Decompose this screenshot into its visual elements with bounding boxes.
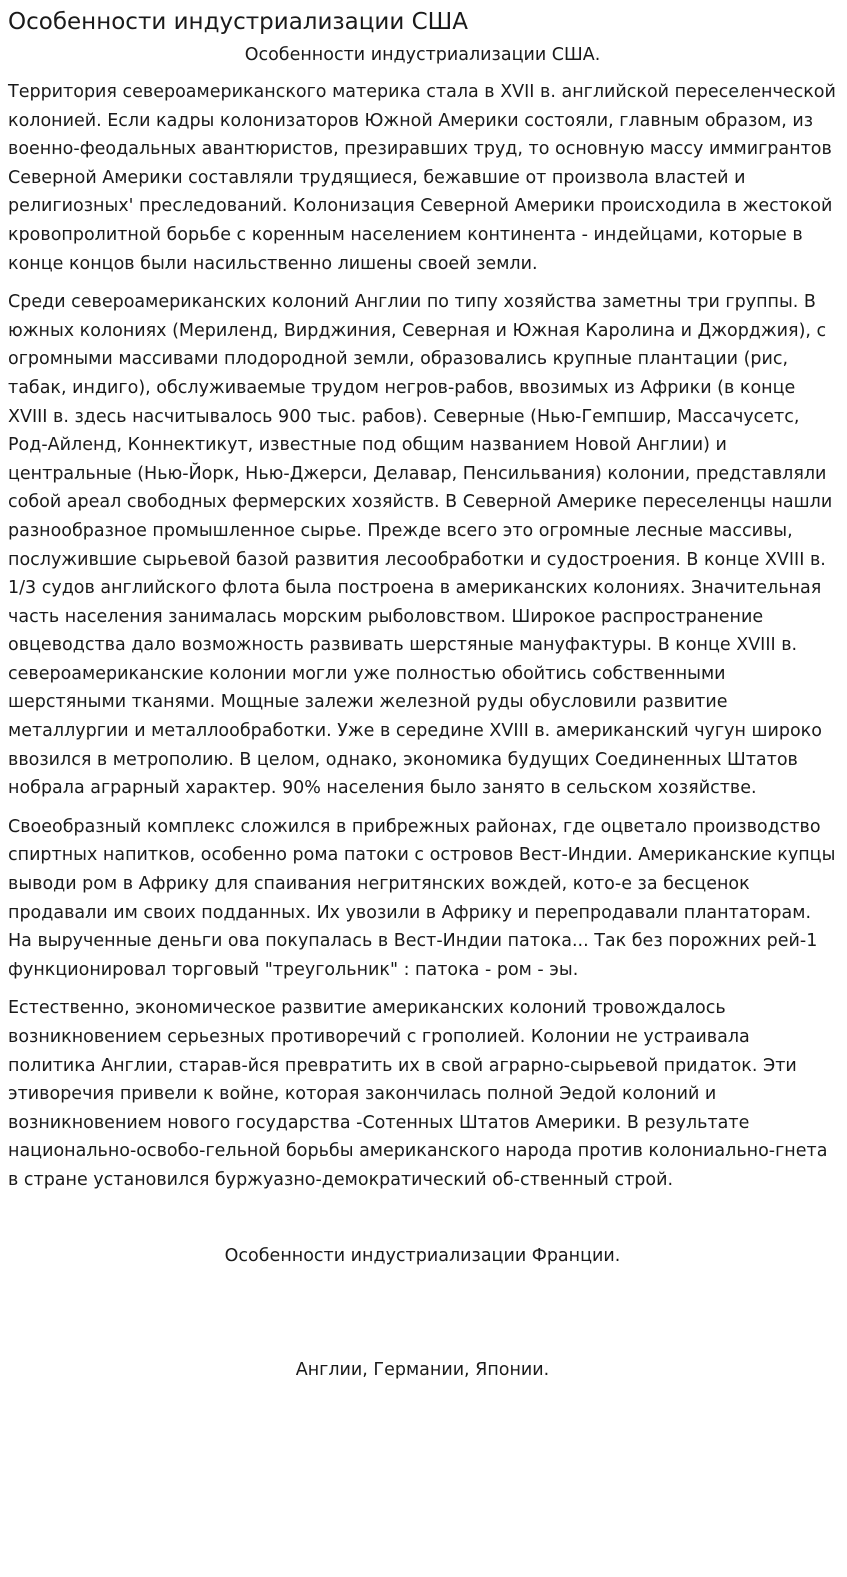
section-title-other-countries: Англии, Германии, Японии. xyxy=(295,1359,550,1380)
paragraph-triangle-trade: Своеобразный комплекс сложился в прибрежных районах, где оцветало производство спиртных напитков, особенно рома патоки с островов Вест-Индии. Американские купцы выводи ром в Африку для спаивания негритянских вождей, кото-е за бесценок продавали им своих подданных. Их увозили в Африку и перепродавали плантаторам. На вырученные деньги ова покупалась в Вест-Индии патока... Так без порожних рей-1 функционировал торговый "треугольник" : патока - ром - эы. xyxy=(8,816,836,980)
paragraph-colony-groups: Среди североамериканских колоний Англии по типу хозяйства заметны три группы. В южных колониях (Мериленд, Вирджиния, Северная и Южная Каролина и Джорджия), с огромными массивами плодородной земли, образовались крупные плантации (рис, табак, индиго), обслуживаемые трудом негров-рабов, ввозимых из Африки (в конце XVIII в. здесь насчитывалось 900 тыс. рабов). Северные (Нью-Гемпшир, Массачусетс, Род-Айленд, Коннектикут, известные под общим названием Новой Англии) и центральные (Нью-Йорк, Нью-Джерси, Делавар, Пенсильвания) колонии, представляли собой ареал свободных фермерских хозяйств. В Северной Америке переселенцы нашли разнообразное промышленное сырье. Прежде всего это огромные лесные массивы, послужившие сырьевой базой развития лесообработки и судостроения. В конце XVIII в. 1/3 судов английского флота была построена в американских колониях. Значительная часть населения занималась морским рыболовством. Широкое распространение овцеводства дало возможность развивать шерстяные мануфактуры. В конце XVIII в. североамериканские колонии могли уже полностью обойтись собственными шерстяными тканями. Мощные залежи железной руды обусловили развитие металлургии и металлообработки. Уже в середине XVIII в. американский чугун широко ввозился в метрополию. В целом, однако, экономика будущих Соединенных Штатов нобрала аграрный характер. 90% населения было занято в сельском хозяйстве. xyxy=(8,292,833,799)
paragraph-independence: Естественно, экономическое развитие американских колоний тровождалось возникновением серьезных противоречий с грополией. Колонии не устраивала политика Англии, старав-йся превратить их в свой аграрно-сырьевой придаток. Эти этиворечия привели к войне, которая закончилась полной Эедой колоний и возникновением нового государства -Сотенных Штатов Америки. В результате национально-освобо-гельной борьбы американского народа против колониально-гнета в стране установился буржуазно-демократический об-ственный строй. xyxy=(8,998,828,1190)
section-title-france: Особенности индустриализации Франции. xyxy=(224,1245,621,1266)
document-subtitle: Особенности индустриализации США. xyxy=(244,45,601,65)
paragraph-colonization: Территория североамериканского материка стала в XVII в. английской переселенческой колонией. Если кадры колонизаторов Южной Америки состояли, главным образом, из военно-феодальных авантюристов, презиравших труд, то основную массу иммигрантов Северной Америки составляли трудящиеся, бежавшие от произвола властей и религиозных' преследований. Колонизация Северной Америки происходила в жестокой кровопролитной борьбе с коренным населением континента - индейцами, которые в конце концов были насильственно лишены своей земли. xyxy=(8,82,836,274)
page-title: Особенности индустриализации США xyxy=(8,9,469,35)
